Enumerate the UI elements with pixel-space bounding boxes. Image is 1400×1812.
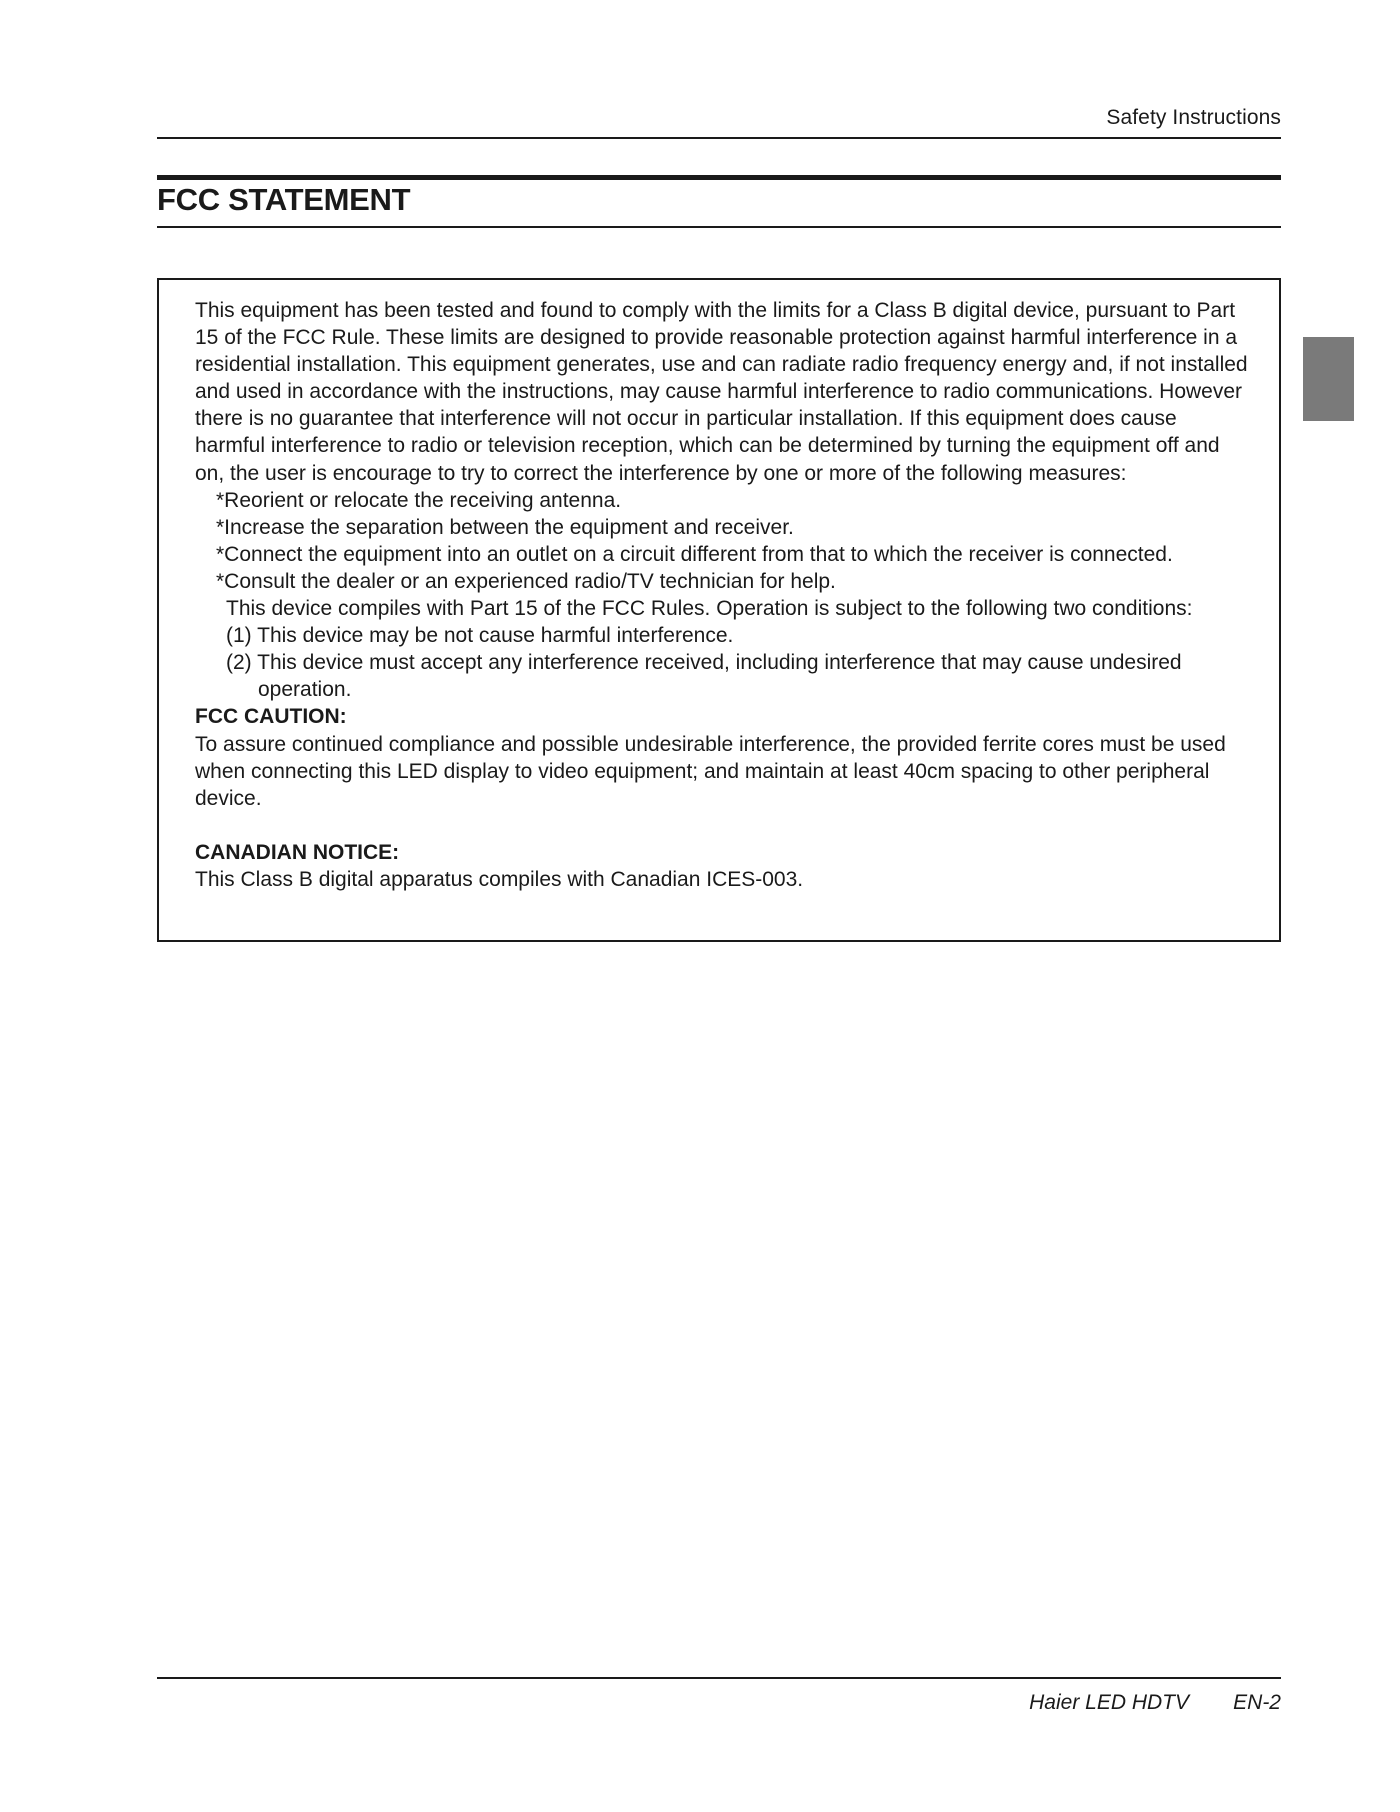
intro-paragraph: This equipment has been tested and found to comply with the limits for a Class B digital device, pursuant to Part 15 of the FCC Rule. These limits are designed to provide reasonable protection against harmful interference in a residential installation. This equipment generates, use and can radiate radio frequency energy and, if not installed and used in accordance with the instructions, may cause harmful interference to radio communications. However there is no guarantee that interference will not occur in particular installation. If this equipment does cause harmful interference to radio or television reception, which can be determined by turning the equipment off and on, the user is encourage to try to correct the interference by one or more of the following measures: bbox=[195, 299, 1248, 485]
section-tab-marker bbox=[1303, 337, 1354, 421]
canadian-notice-heading: CANADIAN NOTICE: bbox=[195, 840, 400, 864]
page-title: FCC STATEMENT bbox=[157, 182, 411, 217]
footer-product-name: Haier LED HDTV bbox=[1029, 1691, 1189, 1714]
footer-rule bbox=[157, 1677, 1281, 1679]
running-header: Safety Instructions bbox=[1106, 106, 1281, 129]
spacer bbox=[195, 812, 1249, 839]
measure-item: *Connect the equipment into an outlet on a circuit different from that to which the receiver is connected. bbox=[216, 542, 1173, 566]
condition-item-continuation: operation. bbox=[258, 678, 352, 702]
fcc-caution-text: To assure continued compliance and possible undesirable interference, the provided ferrite cores must be used when connecting this LED display to video equipment; and maintain at least 40cm spacing to other peripheral device. bbox=[195, 732, 1226, 810]
page-number: EN-2 bbox=[1233, 1691, 1281, 1714]
condition-item: (1) This device may be not cause harmful interference. bbox=[226, 624, 734, 648]
measure-item: *Consult the dealer or an experienced radio/TV technician for help. bbox=[216, 569, 836, 593]
header-rule bbox=[157, 137, 1281, 139]
condition-item: (2) This device must accept any interference received, including interference that may cause undesired bbox=[226, 651, 1182, 675]
title-bottom-rule bbox=[157, 226, 1281, 228]
fcc-statement-box bbox=[157, 278, 1281, 942]
canadian-notice-text: This Class B digital apparatus compiles with Canadian ICES-003. bbox=[195, 867, 804, 891]
measure-item: *Reorient or relocate the receiving antenna. bbox=[216, 488, 622, 512]
fcc-caution-heading: FCC CAUTION: bbox=[195, 705, 347, 729]
title-top-rule bbox=[157, 175, 1281, 180]
device-compliance-statement: This device compiles with Part 15 of the FCC Rules. Operation is subject to the following two conditions: bbox=[226, 597, 1193, 621]
measure-item: *Increase the separation between the equipment and receiver. bbox=[216, 515, 794, 539]
